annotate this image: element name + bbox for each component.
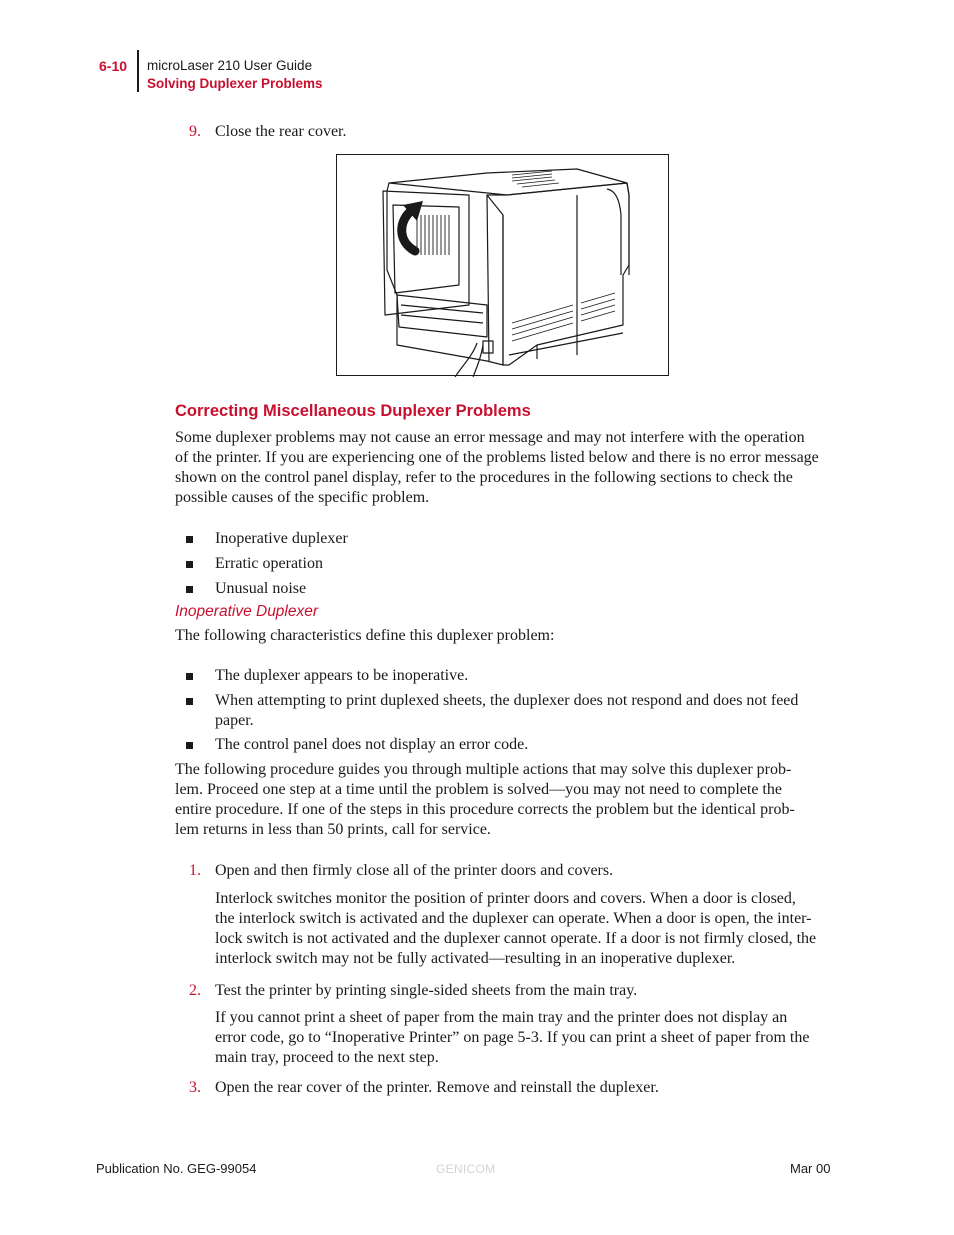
text-line: shown on the control panel display, refer to the procedures in the following sections to check the [175,469,793,486]
text-line: interlock switch may not be fully activated—resulting in an inoperative duplexer. [215,950,736,967]
page-header [0,0,954,100]
list-item-text: paper. [215,712,254,729]
list-item-text: When attempting to print duplexed sheets, the duplexer does not respond and does not feed [215,692,799,709]
heading-misc-duplexer-problems: Correcting Miscellaneous Duplexer Problems [175,402,531,420]
printer-illustration [337,155,670,377]
list-item-text: Erratic operation [215,555,323,572]
running-section-title: Solving Duplexer Problems [147,76,323,91]
bullet-square [186,698,193,705]
bullet-square [186,536,193,543]
bullet-square [186,742,193,749]
rotate-arrow-icon [402,201,423,251]
step-text: Open the rear cover of the printer. Remove and reinstall the duplexer. [215,1079,659,1096]
step-number: 2. [189,982,201,999]
publication-date: Mar 00 [790,1161,831,1176]
text-line: The following characteristics define this duplexer problem: [175,627,555,644]
list-item-text: The duplexer appears to be inoperative. [215,667,469,684]
text-line: The following procedure guides you through multiple actions that may solve this duplexer prob- [175,761,792,778]
text-line: lock switch is not activated and the duplexer cannot operate. If a door is not firmly closed, the [215,930,817,947]
heading-inoperative-duplexer: Inoperative Duplexer [175,603,319,620]
intro-paragraph [175,428,835,508]
step-number: 1. [189,862,201,879]
guide-title: microLaser 210 User Guide [147,58,313,73]
characteristics-intro [175,626,835,646]
text-line: possible causes of the specific problem. [175,489,430,506]
procedure-paragraph [175,760,835,840]
bullet-square [186,586,193,593]
publication-number: Publication No. GEG-99054 [96,1161,257,1176]
text-line: main tray, proceed to the next step. [215,1049,439,1066]
close-rear-cover-figure [336,154,669,376]
step-number: 3. [189,1079,201,1096]
text-line: Some duplexer problems may not cause an error message and may not interfere with the operation [175,429,805,446]
step-2-detail [215,1008,835,1068]
bullet-square [186,673,193,680]
step-text: Open and then firmly close all of the printer doors and covers. [215,862,614,879]
text-line: error code, go to “Inoperative Printer” on page 5-3. If you can print a sheet of paper from the [215,1029,810,1046]
bullet-square [186,561,193,568]
step-text: Test the printer by printing single-sided sheets from the main tray. [215,982,638,999]
text-line: lem returns in less than 50 prints, call for service. [175,821,491,838]
text-line: the interlock switch is activated and the duplexer can operate. When a door is open, the inter- [215,910,812,927]
brand-watermark: GENICOM [436,1162,496,1176]
text-line: If you cannot print a sheet of paper from the main tray and the printer does not display an [215,1009,788,1026]
list-item-text: Inoperative duplexer [215,530,348,547]
text-line: entire procedure. If one of the steps in this procedure corrects the problem but the identical prob- [175,801,795,818]
text-line: Interlock switches monitor the position of printer doors and covers. When a door is closed, [215,890,796,907]
step-number: 9. [189,123,201,140]
page-number: 6-10 [99,58,128,74]
text-line: lem. Proceed one step at a time until the problem is solved—you may not need to complete the [175,781,782,798]
step-text: Close the rear cover. [215,123,347,140]
step-1-detail [215,889,835,969]
header-divider [137,50,139,92]
text-line: of the printer. If you are experiencing one of the problems listed below and there is no error message [175,449,819,466]
list-item-text: The control panel does not display an error code. [215,736,529,753]
list-item-text: Unusual noise [215,580,307,597]
